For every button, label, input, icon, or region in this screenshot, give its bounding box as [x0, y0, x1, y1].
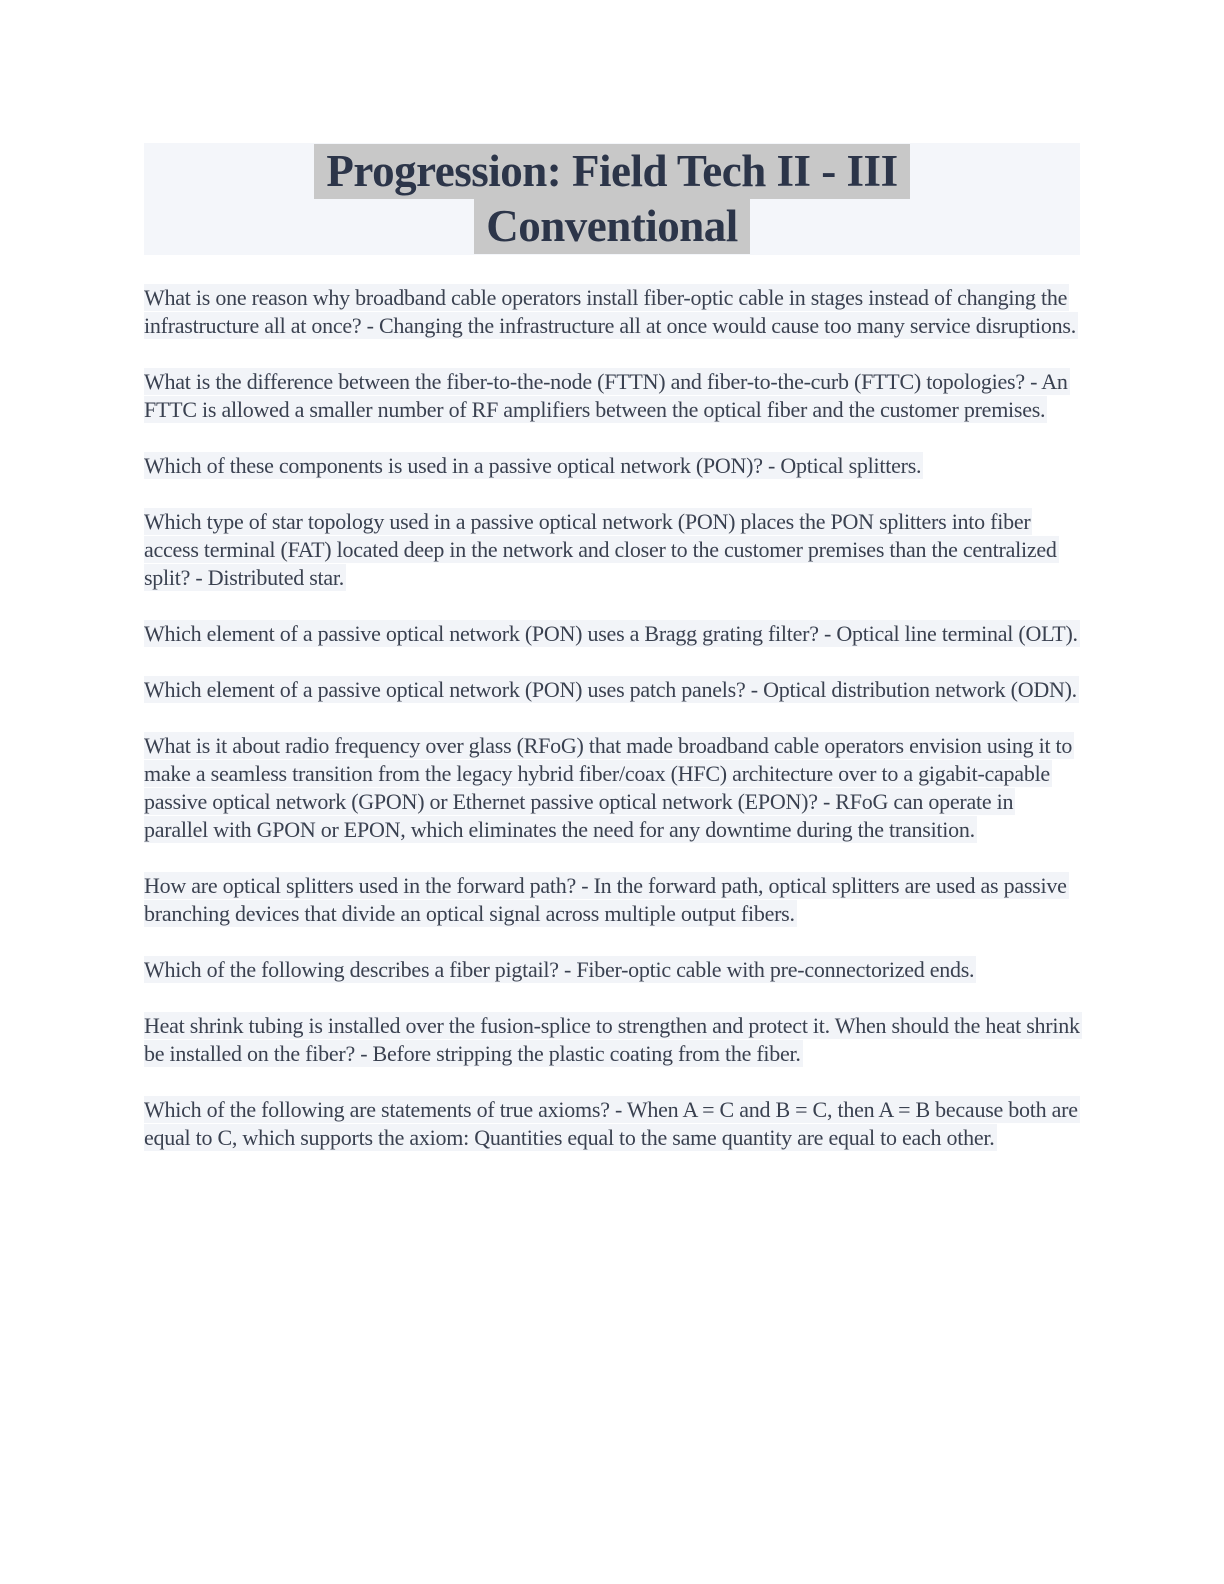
qa-text: How are optical splitters used in the forward path? - In the forward path, optical splitters are used as passive branching devices that divide an optical signal across multiple output fibers. — [144, 873, 1067, 926]
qa-text: Which of the following describes a fiber pigtail? - Fiber-optic cable with pre-connectorized ends. — [144, 957, 975, 982]
document-body — [144, 284, 1080, 1152]
qa-paragraph — [144, 368, 1080, 424]
title-banner — [144, 143, 1080, 255]
page-title-text-1: Progression: Field Tech II - III — [314, 144, 909, 199]
qa-paragraph — [144, 1012, 1080, 1068]
qa-paragraph — [144, 956, 1080, 984]
qa-paragraph — [144, 284, 1080, 340]
page-title-text-2: Conventional — [474, 199, 750, 254]
qa-paragraph — [144, 620, 1080, 648]
qa-text: Which type of star topology used in a passive optical network (PON) places the PON splitters into fiber access terminal (FAT) located deep in the network and closer to the customer premises than the centralized split? - Distributed star. — [144, 509, 1057, 590]
qa-paragraph — [144, 1096, 1080, 1152]
qa-text: What is one reason why broadband cable operators install fiber-optic cable in stages instead of changing the infrastructure all at once? - Changing the infrastructure all at once would cause too many service disruptions. — [144, 285, 1076, 338]
qa-text: Which element of a passive optical network (PON) uses a Bragg grating filter? - Optical line terminal (OLT). — [144, 621, 1078, 646]
qa-paragraph — [144, 732, 1080, 844]
page-title-line-2 — [144, 199, 1080, 254]
page-title-line-1 — [144, 144, 1080, 199]
qa-text: What is it about radio frequency over glass (RFoG) that made broadband cable operators envision using it to make a seamless transition from the legacy hybrid fiber/coax (HFC) architecture over to a gigabit-capable passive optical network (GPON) or Ethernet passive optical network (EPON)? - RFoG can operate in parallel with GPON or EPON, which eliminates the need for any downtime during the transition. — [144, 733, 1073, 842]
qa-text: What is the difference between the fiber-to-the-node (FTTN) and fiber-to-the-curb (FTTC) topologies? - An FTTC is allowed a smaller number of RF amplifiers between the optical fiber and the customer premises. — [144, 369, 1068, 422]
qa-text: Which of these components is used in a passive optical network (PON)? - Optical splitters. — [144, 453, 922, 478]
qa-text: Which of the following are statements of true axioms? - When A = C and B = C, then A = B because both are equal to C, which supports the axiom: Quantities equal to the same quantity are equal to each other. — [144, 1097, 1078, 1150]
qa-text: Heat shrink tubing is installed over the fusion-splice to strengthen and protect it. When should the heat shrink be installed on the fiber? - Before stripping the plastic coating from the fiber. — [144, 1013, 1080, 1066]
qa-text: Which element of a passive optical network (PON) uses patch panels? - Optical distribution network (ODN). — [144, 677, 1077, 702]
qa-paragraph — [144, 508, 1080, 592]
qa-paragraph — [144, 452, 1080, 480]
qa-paragraph — [144, 872, 1080, 928]
qa-paragraph — [144, 676, 1080, 704]
